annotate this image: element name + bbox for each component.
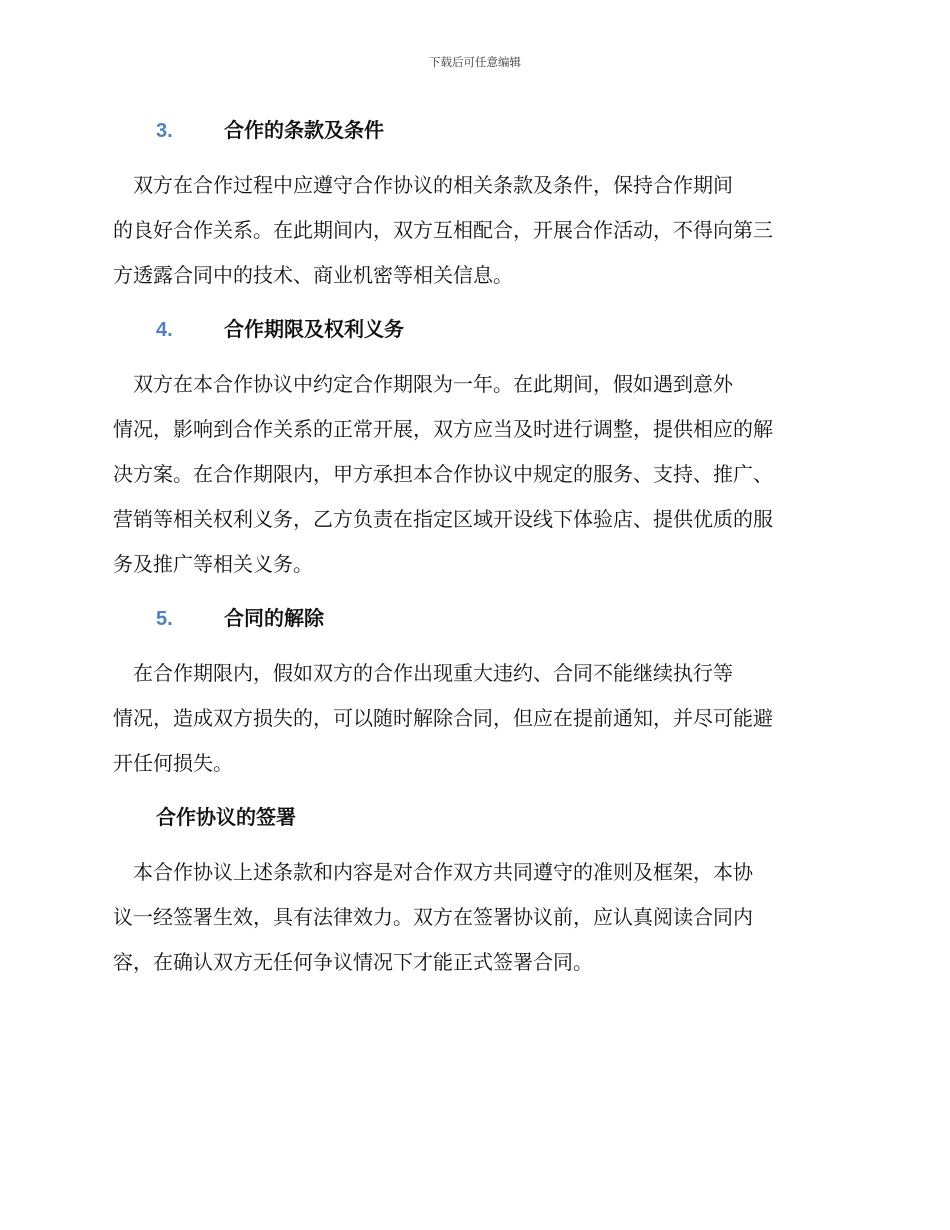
section-number: 4.	[156, 319, 173, 341]
paragraph-line: 的良好合作关系。在此期间内，双方互相配合，开展合作活动，不得向第三	[113, 218, 773, 242]
section-title: 合作期限及权利义务	[224, 317, 404, 341]
section-heading-4	[156, 315, 404, 344]
paragraph-line: 方透露合同中的技术、商业机密等相关信息。	[113, 263, 513, 287]
section-title: 合同的解除	[224, 606, 324, 630]
paragraph-line: 情况，造成双方损失的，可以随时解除合同，但应在提前通知，并尽可能避	[113, 706, 773, 730]
paragraph-line: 本合作协议上述条款和内容是对合作双方共同遵守的准则及框架，本协	[113, 860, 753, 884]
section-number: 5.	[156, 608, 173, 630]
paragraph-line: 情况，影响到合作关系的正常开展，双方应当及时进行调整，提供相应的解	[113, 417, 773, 441]
paragraph-line: 在合作期限内，假如双方的合作出现重大违约、合同不能继续执行等	[113, 661, 733, 685]
section-paragraph-5	[113, 651, 833, 786]
paragraph-line: 决方案。在合作期限内，甲方承担本合作协议中规定的服务、支持、推广、	[113, 462, 773, 486]
paragraph-line: 容，在确认双方无任何争议情况下才能正式签署合同。	[113, 950, 593, 974]
section-number: 3.	[156, 120, 173, 142]
section-title: 合作的条款及条件	[224, 118, 384, 142]
page-header: 下载后可任意编辑	[429, 55, 521, 69]
section-paragraph-3	[113, 163, 833, 298]
section-paragraph-4	[113, 362, 833, 587]
paragraph-line: 双方在合作过程中应遵守合作协议的相关条款及条件，保持合作期间	[113, 173, 733, 197]
section-heading-5	[156, 604, 324, 633]
signing-paragraph	[113, 850, 833, 985]
paragraph-line: 开任何损失。	[113, 751, 233, 775]
paragraph-line: 双方在本合作协议中约定合作期限为一年。在此期间，假如遇到意外	[113, 372, 733, 396]
paragraph-line: 议一经签署生效，具有法律效力。双方在签署协议前，应认真阅读合同内	[113, 905, 753, 929]
paragraph-line: 营销等相关权利义务，乙方负责在指定区域开设线下体验店、提供优质的服	[113, 507, 773, 531]
paragraph-line: 务及推广等相关义务。	[113, 552, 313, 576]
signing-heading: 合作协议的签署	[156, 805, 296, 829]
section-heading-3	[156, 116, 384, 145]
